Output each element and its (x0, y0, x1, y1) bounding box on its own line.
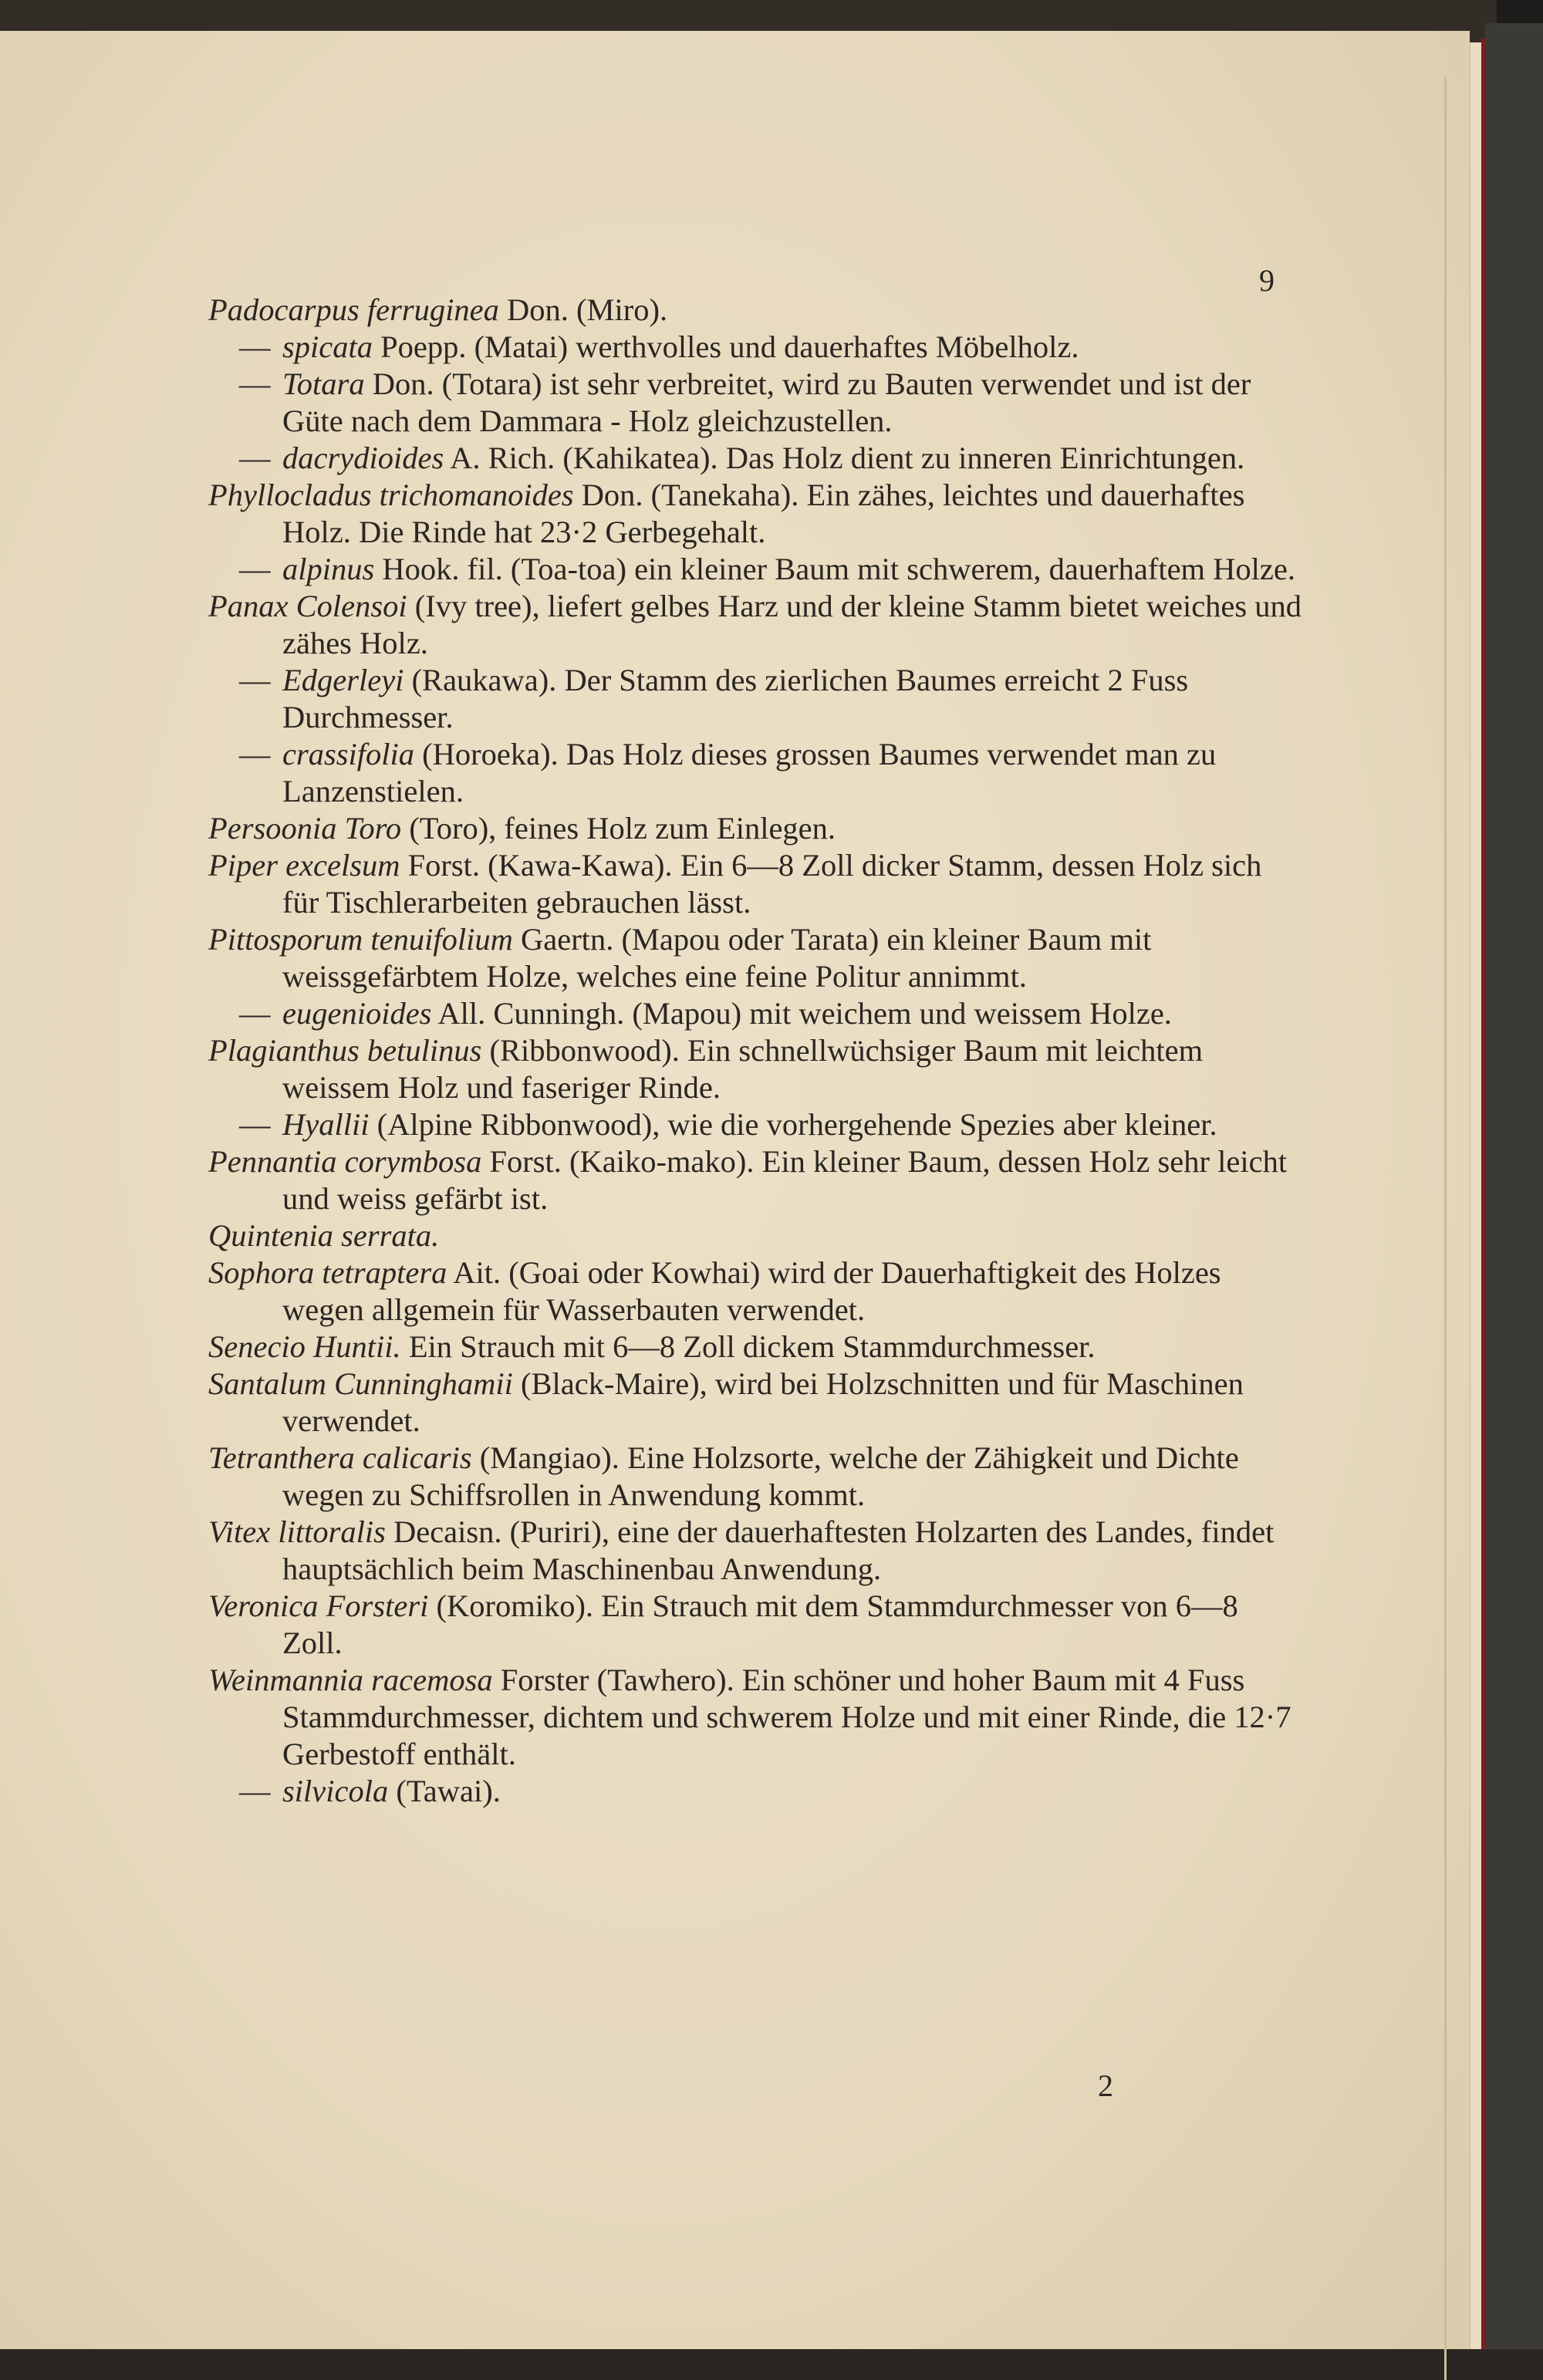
entry-text: (Alpine Ribbonwood), wie die vorhergehende Spezies aber kleiner. (369, 1107, 1217, 1142)
taxon-name: Sophora tetraptera (208, 1255, 447, 1290)
species-entry (208, 366, 1304, 440)
taxon-name: eugenioides (282, 996, 432, 1031)
species-entry (208, 810, 1304, 847)
entry-text: Decaisn. (Puriri), eine der dauerhaftesten Holzarten des Landes, findet hauptsächlich beim Maschinenbau Anwendung. (282, 1514, 1275, 1586)
species-entry (208, 1662, 1304, 1773)
entry-text: Forster (Tawhero). Ein schöner und hoher Baum mit 4 Fuss Stammdurchmesser, dichtem und schwerem Holze und mit einer Rinde, die 12·7 Gerbestoff enthält. (282, 1663, 1291, 1771)
species-entry (208, 1254, 1304, 1328)
page-edge (1470, 42, 1481, 2349)
entry-text: (Raukawa). Der Stamm des zierlichen Baumes erreicht 2 Fuss Durchmesser. (282, 663, 1189, 734)
taxon-name: Pittosporum tenuifolium (208, 922, 513, 957)
entry-text: (Ribbonwood). Ein schnellwüchsiger Baum mit leichtem weissem Holz und faseriger Rinde. (282, 1033, 1204, 1105)
species-entry (208, 329, 1304, 366)
entry-text: Ein Strauch mit 6—8 Zoll dickem Stammdurchmesser. (400, 1329, 1096, 1364)
entry-text: Ait. (Goai oder Kowhai) wird der Dauerhaftigkeit des Holzes wegen allgemein für Wasserbauten verwendet. (282, 1255, 1221, 1327)
species-entry (208, 1440, 1304, 1514)
species-entry (208, 921, 1304, 995)
taxon-name: Plagianthus betulinus (208, 1033, 482, 1068)
ditto-dash: — (239, 1774, 271, 1808)
ditto-dash: — (239, 663, 271, 697)
entry-text: All. Cunningh. (Mapou) mit weichem und weissem Holze. (431, 996, 1172, 1031)
entry-text: (Black-Maire), wird bei Holzschnitten und für Maschinen verwendet. (282, 1366, 1244, 1438)
species-entry (208, 1217, 1304, 1254)
ditto-dash: — (239, 366, 271, 401)
page-fold (1444, 77, 1447, 2380)
signature-mark: 2 (1098, 2068, 1113, 2103)
entry-text: Forst. (Kaiko-mako). Ein kleiner Baum, dessen Holz sehr leicht und weiss gefärbt ist. (282, 1144, 1288, 1216)
species-entry (208, 292, 1304, 329)
entry-text: Don. (Tanekaha). Ein zähes, leichtes und dauerhaftes Holz. Die Rinde hat 23·2 Gerbegehalt. (282, 478, 1245, 549)
taxon-name: Tetranthera calicaris (208, 1440, 472, 1475)
species-entry (208, 995, 1304, 1032)
species-entry (208, 1032, 1304, 1106)
taxon-name: alpinus (282, 552, 375, 586)
page-number: 9 (1259, 263, 1275, 298)
taxon-name: Piper excelsum (208, 848, 400, 883)
entry-text: Forst. (Kawa-Kawa). Ein 6—8 Zoll dicker Stamm, dessen Holz sich für Tischlerarbeiten gebrauchen lässt. (282, 848, 1262, 920)
entry-text: Poepp. (Matai) werthvolles und dauerhaftes Möbelholz. (373, 329, 1079, 364)
species-entry (208, 1773, 1304, 1810)
taxon-name: Weinmannia racemosa (208, 1663, 493, 1697)
taxon-name: Pennantia corymbosa (208, 1144, 482, 1179)
entry-text: A. Rich. (Kahikatea). Das Holz dient zu inneren Einrichtungen. (444, 441, 1245, 475)
ditto-dash: — (239, 996, 271, 1031)
entry-text: (Koromiko). Ein Strauch mit dem Stammdurchmesser von 6—8 Zoll. (282, 1588, 1238, 1660)
ditto-dash: — (239, 1107, 271, 1142)
taxon-name: Phyllocladus trichomanoides (208, 478, 574, 512)
entry-text: Don. (Totara) ist sehr verbreitet, wird zu Bauten verwendet und ist der Güte nach dem Dammara - Holz gleichzustellen. (282, 366, 1251, 438)
species-entry (208, 1328, 1304, 1366)
entry-text: (Mangiao). Eine Holzsorte, welche der Zähigkeit und Dichte wegen zu Schiffsrollen in Anwendung kommt. (282, 1440, 1239, 1512)
ditto-dash: — (239, 441, 271, 475)
entry-text: (Toro), feines Holz zum Einlegen. (401, 811, 836, 846)
species-list (208, 292, 1304, 1810)
ditto-dash: — (239, 329, 271, 364)
species-entry (208, 662, 1304, 736)
taxon-name: crassifolia (282, 737, 415, 771)
species-entry (208, 1514, 1304, 1588)
species-entry (208, 1106, 1304, 1143)
taxon-name: spicata (282, 329, 373, 364)
species-entry (208, 1366, 1304, 1440)
species-entry (208, 551, 1304, 588)
taxon-name: Persoonia Toro (208, 811, 402, 846)
species-entry (208, 588, 1304, 662)
taxon-name: Vitex littoralis (208, 1514, 386, 1549)
entry-text: Don. (Miro). (498, 292, 668, 327)
taxon-name: Edgerleyi (282, 663, 404, 697)
taxon-name: dacrydioides (282, 441, 444, 475)
ditto-dash: — (239, 737, 271, 771)
species-entry (208, 477, 1304, 551)
species-entry (208, 440, 1304, 477)
species-entry (208, 1588, 1304, 1662)
entry-text: Hook. fil. (Toa-toa) ein kleiner Baum mit schwerem, dauerhaftem Holze. (374, 552, 1296, 586)
taxon-name: Veronica Forsteri (208, 1588, 429, 1623)
species-entry (208, 847, 1304, 921)
taxon-name: Totara (282, 366, 365, 401)
species-entry (208, 1143, 1304, 1217)
entry-text: (Ivy tree), liefert gelbes Harz und der kleine Stamm bietet weiches und zähes Holz. (282, 589, 1302, 660)
entry-text: (Tawai). (388, 1774, 501, 1808)
taxon-name: Panax Colensoi (208, 589, 407, 623)
taxon-name: Senecio Huntii. (208, 1329, 401, 1364)
taxon-name: Santalum Cunninghamii (208, 1366, 513, 1401)
entry-text: (Horoeka). Das Holz dieses grossen Baumes verwendet man zu Lanzenstielen. (282, 737, 1217, 809)
taxon-name: Quintenia serrata. (208, 1218, 440, 1253)
taxon-name: Hyallii (282, 1107, 370, 1142)
ditto-dash: — (239, 552, 271, 586)
book-cover (1485, 23, 1543, 2349)
species-entry (208, 736, 1304, 810)
entry-text: Gaertn. (Mapou oder Tarata) ein kleiner Baum mit weissgefärbtem Holze, welches eine feine Politur annimmt. (282, 922, 1152, 994)
taxon-name: silvicola (282, 1774, 389, 1808)
taxon-name: Padocarpus ferruginea (208, 292, 499, 327)
